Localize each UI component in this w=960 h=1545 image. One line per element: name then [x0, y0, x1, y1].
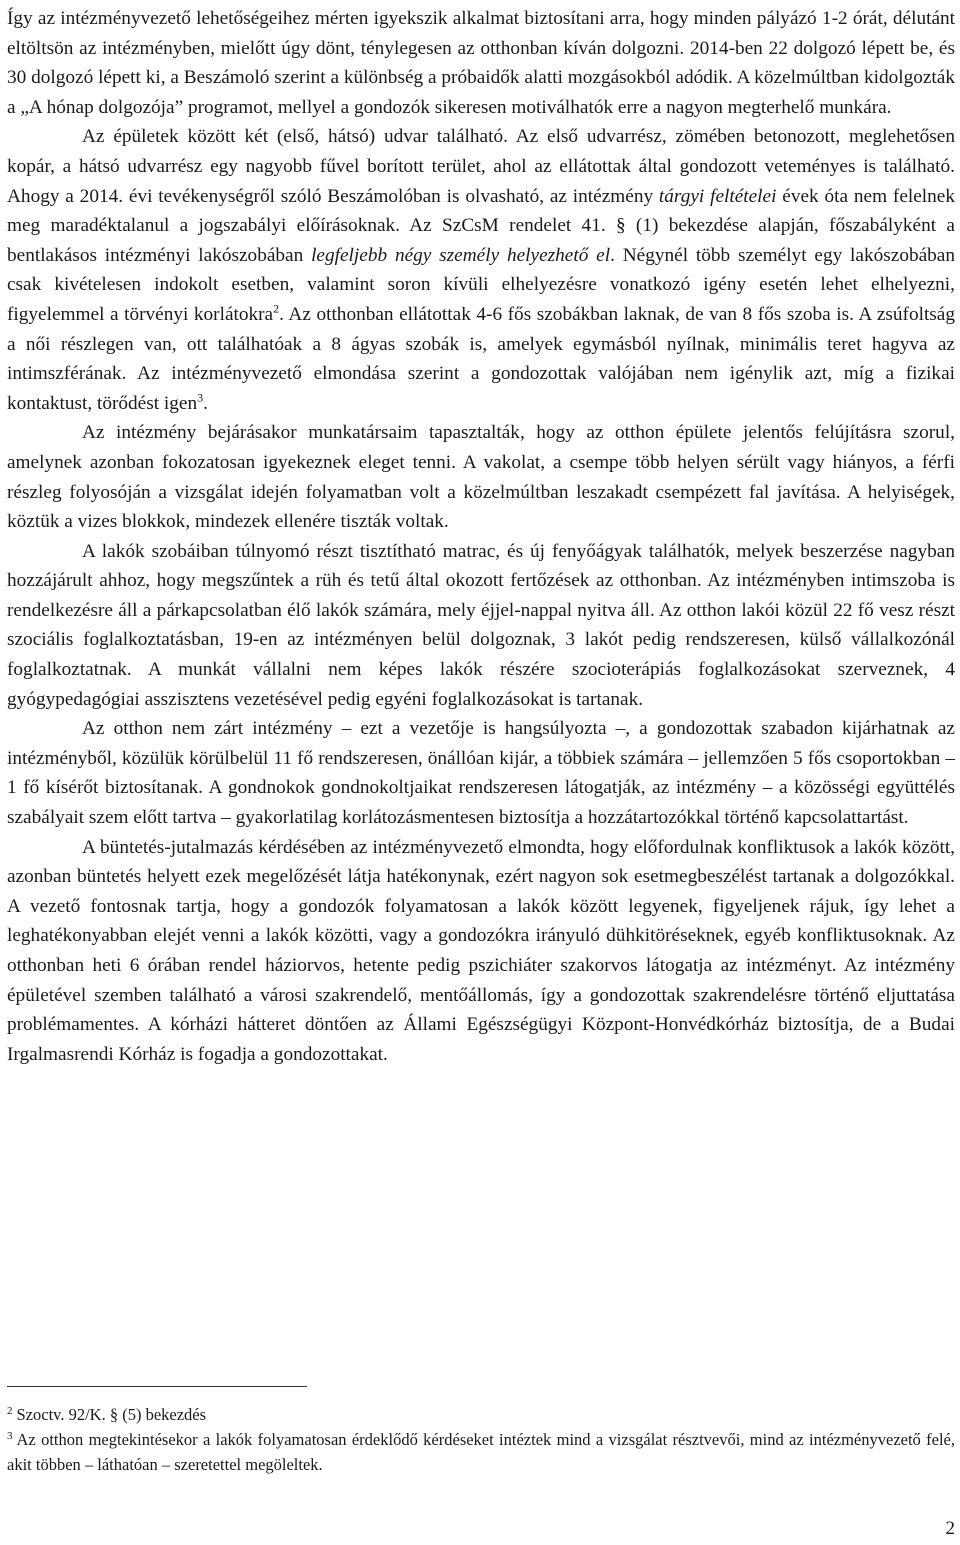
paragraph — [7, 833, 955, 1070]
emphasis-text: tárgyi feltételei — [658, 185, 777, 207]
paragraph-text: évek óta nem felelnek meg maradéktalanul a jogszabályi előírásoknak. Az SzCsM rendelet 41. § (1) bekezdése alapján, főszabályként a bentlakásos intézményi lakószobában — [7, 185, 955, 266]
paragraph-text: A büntetés-jutalmazás kérdésében az intézményvezető elmondta, hogy előfordulnak konfliktusok a lakók között, azonban büntetés helyett ezek megelőzését látja hatékonynak, ezért nagyon sok esetmegbeszélést tartanak a dolgozókkal. A vezető fontosnak tartja, hogy a gondozók folyamatosan a lakók között legyenek, figyeljenek rájuk, így lehet a leghatékonyabban elejét venni a lakók közötti, vagy a gondozókra irányuló dühkitöréseknek, egyéb konfliktusoknak. Az otthonban heti 6 órában rendel háziorvos, hetente pedig pszichiáter szakorvos látogatja az intézményt. Az intézmény épületével szemben található a városi szakrendelő, mentőállomás, így a gondozottak szakrendelésre történő eljuttatása problémamentes. A kórházi hátteret döntően az Állami Egészségügyi Központ-Honvédkórház biztosítja, de a Budai Irgalmasrendi Kórház is fogadja a gondozottakat. — [7, 836, 955, 1065]
paragraph — [7, 537, 955, 715]
paragraph-text: Így az intézményvezető lehetőségeihez mérten igyekszik alkalmat biztosítani arra, hogy minden pályázó 1-2 órát, délutánt eltöltsön az intézményben, mielőtt úgy dönt, ténylegesen az otthonban kíván dolgozni. 2014-ben 22 dolgozó lépett be, és 30 dolgozó lépett ki, a Beszámoló szerint a különbség a próbaidők alatti mozgásokból adódik. A közelmúltban kidolgozták a „A hónap dolgozója” programot, mellyel a gondozók sikeresen motiválhatók erre a nagyon megterhelő munkára. — [7, 8, 955, 118]
paragraph-text: Az otthon nem zárt intézmény – ezt a vezetője is hangsúlyozta –, a gondozottak szabadon kijárhatnak az intézményből, közülük körülbelül 11 fő rendszeresen, önállóan kijár, a többiek számára – jellemzően 5 fős csoportokban – 1 fő kísérőt biztosítanak. A gondnokok gondnokoltjaikat rendszeresen látogatják, az intézmény – a közösségi együttélés szabályait szem előtt tartva – gyakorlatilag korlátozásmentesen biztosítja a hozzátartozókkal történő kapcsolattartást. — [7, 718, 955, 829]
paragraph-text: Az intézmény bejárásakor munkatársaim tapasztalták, hogy az otthon épülete jelentős felújításra szorul, amelynek azonban fokozatosan igyekeznek eleget tenni. A vakolat, a csempe több helyen sérült vagy hiányos, a férfi részleg folyosóján a vizsgálat idején folyamatban volt a közelmúltban leszakadt csempézett fal javítása. A helyiségek, köztük a vizes blokkok, mindezek ellenére tiszták voltak. — [7, 422, 955, 533]
paragraph-text: A lakók szobáiban túlnyomó részt tisztítható matrac, és új fenyőágyak találhatók, melyek beszerzése nagyban hozzájárult ahhoz, hogy megszűntek a rüh és tetű által okozott fertőzések az otthonban. Az intézményben intimszoba is rendelkezésre áll a párkapcsolatban élő lakók számára, mely éjjel-nappal nyitva áll. Az otthon lakói közül 22 fő vesz részt szociális foglalkoztatásban, 19-en az intézményen belül dolgoznak, 3 lakót pedig rendszeresen, külső vállalkozónál foglalkoztatnak. A munkát vállalni nem képes lakók részére szocioterápiás foglalkozásokat szerveznek, 4 gyógypedagógiai asszisztens vezetésével pedig egyéni foglalkozásokat is tartanak. — [7, 540, 955, 710]
footnote-text: Szoctv. 92/K. § (5) bekezdés — [16, 1405, 207, 1424]
paragraph-text: . Az otthonban ellátottak 4-6 fős szobákban laknak, de van 8 fős szoba is. A zsúfoltság a női részlegen van, ott találhatóak a 8 ágyas szobák is, amelyek egymásból nyílnak, minimális teret hagyva az intimszférának. Az intézményvezető elmondása szerint a gondozottak valójában nem igénylik azt, míg a fizikai kontaktust, törődést igen — [7, 303, 956, 414]
footnote-number: 2 — [7, 1404, 13, 1417]
paragraph — [7, 4, 955, 122]
paragraph — [7, 122, 955, 418]
paragraph-text: . — [203, 392, 208, 414]
footnote-reference: 3 — [197, 390, 204, 405]
footnote — [7, 1402, 955, 1427]
paragraph — [7, 418, 955, 536]
footnote — [7, 1427, 955, 1477]
emphasis-text: legfeljebb négy személy helyezhető el — [311, 244, 611, 266]
paragraph — [7, 714, 955, 832]
footnote-reference: 2 — [273, 301, 280, 316]
page-number: 2 — [945, 1518, 955, 1539]
body-text — [7, 4, 955, 1069]
footnotes — [7, 1402, 955, 1477]
footnote-number: 3 — [7, 1429, 13, 1442]
paragraph-text: Az épületek között két (első, hátsó) udvar található. Az első udvarrész, zömében betonozott, meglehetősen kopár, a hátsó udvarrész egy nagyobb fűvel borított terület, ahol az ellátottak által gondozott veteményes is található. Ahogy a 2014. évi tevékenységről szóló Beszámolóban is olvasható, az intézmény — [7, 126, 955, 207]
footnote-separator — [7, 1386, 307, 1387]
footnote-text: Az otthon megtekintésekor a lakók folyamatosan érdeklődő kérdéseket intéztek mind a vizsgálat résztvevői, mind az intézményvezető felé, akit többen – láthatóan – szeretettel megöleltek. — [7, 1430, 955, 1474]
paragraph-text: . Négynél több személyt egy lakószobában csak kivételesen indokolt esetben, valamint soron kívüli elhelyezésre vonatkozó igény esetén lehet elhelyezni, figyelemmel a törvényi korlátokra — [7, 244, 955, 325]
